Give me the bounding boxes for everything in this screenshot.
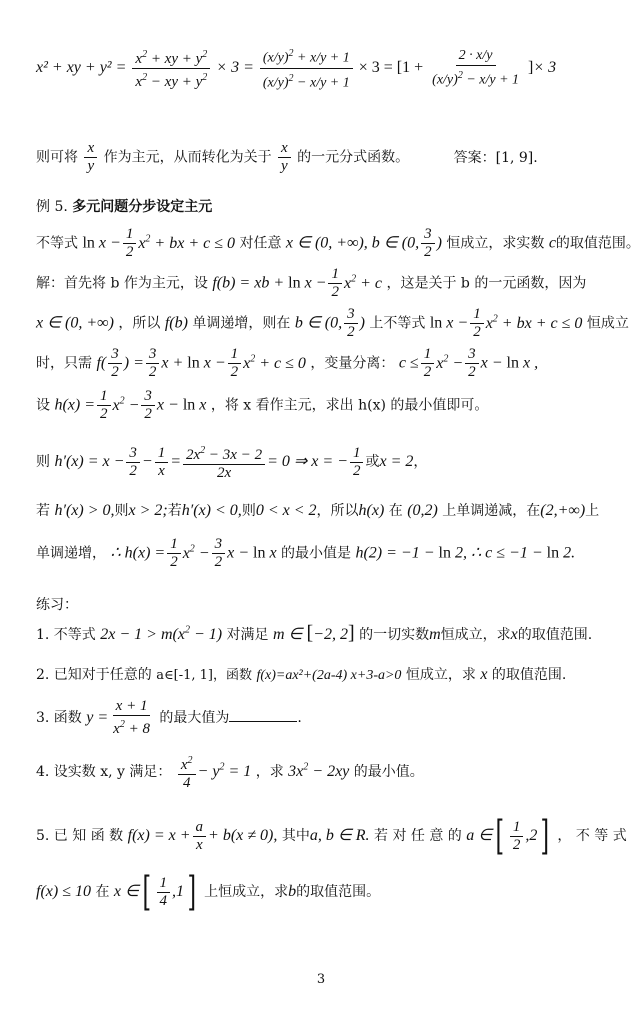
text: x bbox=[480, 666, 488, 683]
text: 的最大值为 bbox=[159, 710, 230, 726]
text: ，所以 bbox=[118, 315, 161, 332]
text: 或 bbox=[365, 454, 380, 470]
text: 在 bbox=[388, 503, 403, 519]
practice-4: 4. 设实数 x, y 满足： $\frac{x^2}{4}$ − $y^2 = 1$ ，求 $3x^2 - 2xy$ 的最小值。 bbox=[36, 752, 424, 792]
fraction: $\frac{x}{y}$ bbox=[278, 140, 291, 175]
text: 作为主元，从而转化为关于 bbox=[103, 149, 272, 166]
text: 上不等式 bbox=[369, 315, 426, 332]
eq-times-3: × 3 = bbox=[216, 58, 254, 76]
text: 不等式 bbox=[36, 235, 78, 252]
text: ，求 bbox=[255, 764, 284, 780]
text: 对任意 bbox=[239, 235, 282, 252]
text: 时，只需 bbox=[36, 355, 92, 372]
text: ， bbox=[413, 454, 428, 470]
text: 的取值范围。 bbox=[555, 235, 640, 252]
text: 的取值范围. bbox=[517, 627, 593, 643]
solution-line-1: 解：首先将 b 作为主元，设 f(b) = xb + ln x − $\frac{1}{2}$ $x^2 + c$ ，这是关于 b 的一元函数，因为 bbox=[36, 266, 587, 300]
problem-line: 不等式 ln x − $\frac{1}{2}$ $x^2$ + bx + c ≤ 0 对任意 x ∈ (0, +∞), b ∈ (0, $\frac{3}{2}$ ) 恒成立，求实数 c的取值范围。 bbox=[36, 226, 640, 260]
text: . bbox=[297, 710, 302, 726]
text: 恒成立，求 bbox=[405, 667, 476, 683]
text: 的最小值是 bbox=[281, 545, 352, 562]
example-heading bbox=[36, 196, 212, 216]
text: 3. 函数 bbox=[36, 710, 82, 726]
solution-line-2: x ∈ (0, +∞) ，所以 f(b) 单调递增，则在 b ∈ (0, $\frac{3}{2}$ ) 上不等式 ln x − $\frac{1}{2}$ $x^2$ + bx + c ≤ 0 恒成立 bbox=[36, 306, 629, 340]
text: 的取值范围. bbox=[491, 667, 567, 683]
text: 其中 bbox=[281, 828, 310, 844]
solution-line-5: 则 h′(x) = x − $\frac{3}{2}$ − $\frac{1}{x}$ = $\frac{2x^2 - 3x - 2}{2x}$ = 0 ⇒ x = − $\frac{1}{2}$ 或x = 2， bbox=[36, 442, 427, 482]
text: 解：首先将 b 作为主元，设 bbox=[36, 275, 208, 292]
text: ，变量分离： bbox=[310, 355, 395, 372]
practice-3: 3. 函数 y = $\frac{x + 1}{x^2 + 8}$ 的最大值为 . bbox=[36, 698, 302, 737]
text: 若 对 任 意 的 bbox=[374, 828, 462, 844]
text: 则 bbox=[241, 503, 256, 519]
text: 单调递增， bbox=[36, 545, 106, 562]
fraction: $\frac{2 \cdot x/y}{(x/y)^2 - x/y + 1}$ bbox=[432, 48, 520, 88]
text: 若 bbox=[167, 503, 182, 519]
text: 则 bbox=[36, 454, 50, 470]
text: 上恒成立，求 bbox=[204, 884, 289, 900]
page-number: 3 bbox=[316, 972, 326, 987]
text: 的一元分式函数。 bbox=[297, 149, 410, 166]
example-title: 多元问题分步设定主元 bbox=[72, 199, 213, 215]
text: ，这是关于 b 的一元函数，因为 bbox=[386, 275, 587, 292]
equation-line-1: x² + xy + y² = $\frac{x^2 + xy + y^2}{x^2 - xy + y^2}$ × 3 = $\frac{(x/y)^2 + x/y + 1}{(x/y)^2 - x/y + 1}$ × 3 = [1 + $\frac{2 \cdot x/y}{(x/y)^2 - x/y + 1}$ ]× 3 bbox=[36, 44, 556, 92]
eq-end: × 3 bbox=[533, 58, 557, 76]
text: 对满足 bbox=[226, 627, 269, 643]
text: f(x)=ax²+(2a-4) x+3-a>0 bbox=[256, 668, 402, 683]
practice-heading: 练习： bbox=[36, 597, 78, 613]
eq-lhs: x² + xy + y² = bbox=[36, 58, 127, 76]
answer-blank[interactable] bbox=[229, 707, 297, 722]
text: 恒成立，求实数 bbox=[446, 235, 545, 252]
text: ， 不 等 式 bbox=[557, 828, 627, 844]
text: 上 bbox=[585, 503, 600, 519]
text: 上单调递减，在 bbox=[442, 503, 541, 519]
text: 的一切实数 bbox=[359, 627, 430, 643]
text: 恒成立 bbox=[586, 315, 629, 332]
text: 4. 设实数 x, y 满足： bbox=[36, 764, 172, 780]
practice-5: 5. 已 知 函 数 f(x) = x + $\frac{a}{x}$ + b(x ≠ 0), 其中a, b ∈ R. 若 对 任 意 的 a ∈[ $\frac{1}{2}$ ,2] ， 不 等 式 bbox=[36, 813, 627, 859]
fraction: $\frac{(x/y)^2 + x/y + 1}{(x/y)^2 - x/y + 1}$ bbox=[260, 44, 353, 92]
answer: 答案：[1, 9]. bbox=[453, 149, 538, 166]
text: ，将 x 看作主元，求出 h(x) 的最小值即可。 bbox=[210, 397, 489, 414]
solution-line-7: 单调递增， ∴ h(x) = $\frac{1}{2}$ $x^2$ − $\frac{3}{2}$ x − ln x 的最小值是 h(2) = −1 − ln 2, ∴ c ≤ −1 − ln 2. bbox=[36, 536, 576, 570]
text: 若 bbox=[36, 503, 50, 519]
text: 的最小值。 bbox=[353, 764, 424, 780]
solution-line-3: 时，只需 f( $\frac{3}{2}$ ) = $\frac{3}{2}$ x + ln x − $\frac{1}{2}$ $x^2 + c \le 0$ ，变量分离： c ≤ $\frac{1}{2}$ $x^2$ − $\frac{3}{2}$ x − ln x , bbox=[36, 346, 539, 380]
text: 2. 已知对于任意的 bbox=[36, 667, 152, 683]
text: 1. 不等式 bbox=[36, 627, 96, 643]
solution-line-4: 设 h(x) = $\frac{1}{2}$ $x^2$ − $\frac{3}{2}$ x − ln x ，将 x 看作主元，求出 h(x) 的最小值即可。 bbox=[36, 388, 489, 422]
fraction: $\frac{x}{y}$ bbox=[84, 140, 97, 175]
text: 的取值范围。 bbox=[296, 884, 381, 900]
example-label: 例 5. bbox=[36, 199, 68, 215]
fraction: $\frac{x^2 + xy + y^2}{x^2 - xy + y^2}$ bbox=[132, 46, 210, 91]
text: 5. 已 知 函 数 bbox=[36, 828, 124, 844]
solution-line-6: 若 h′(x) > 0,则x > 2;若h′(x) < 0,则0 < x < 2，所以h(x) 在 (0,2) 上单调递减，在(2,+∞)上 bbox=[36, 502, 600, 519]
practice-5-continued: f(x) ≤ 10 在 x ∈[ $\frac{1}{4}$ ,1] 上恒成立，求b的取值范围。 bbox=[36, 869, 381, 915]
practice-2 bbox=[36, 664, 566, 684]
text: 则 bbox=[114, 503, 129, 519]
text: a∈[-1, 1]，函数 bbox=[156, 668, 252, 683]
text-line-2 bbox=[36, 140, 538, 175]
practice-1: 1. 不等式 $2x - 1 > m(x^2 - 1)$ 对满足 m ∈ [−2, 2] 的一切实数m恒成立，求x的取值范围. bbox=[36, 622, 593, 644]
text: 单调递增，则在 bbox=[192, 315, 291, 332]
text: 则可将 bbox=[36, 149, 78, 166]
text: 在 bbox=[95, 884, 110, 900]
text: 所以 bbox=[330, 503, 359, 519]
text: 恒成立，求 bbox=[440, 627, 511, 643]
text: 设 bbox=[36, 397, 50, 414]
